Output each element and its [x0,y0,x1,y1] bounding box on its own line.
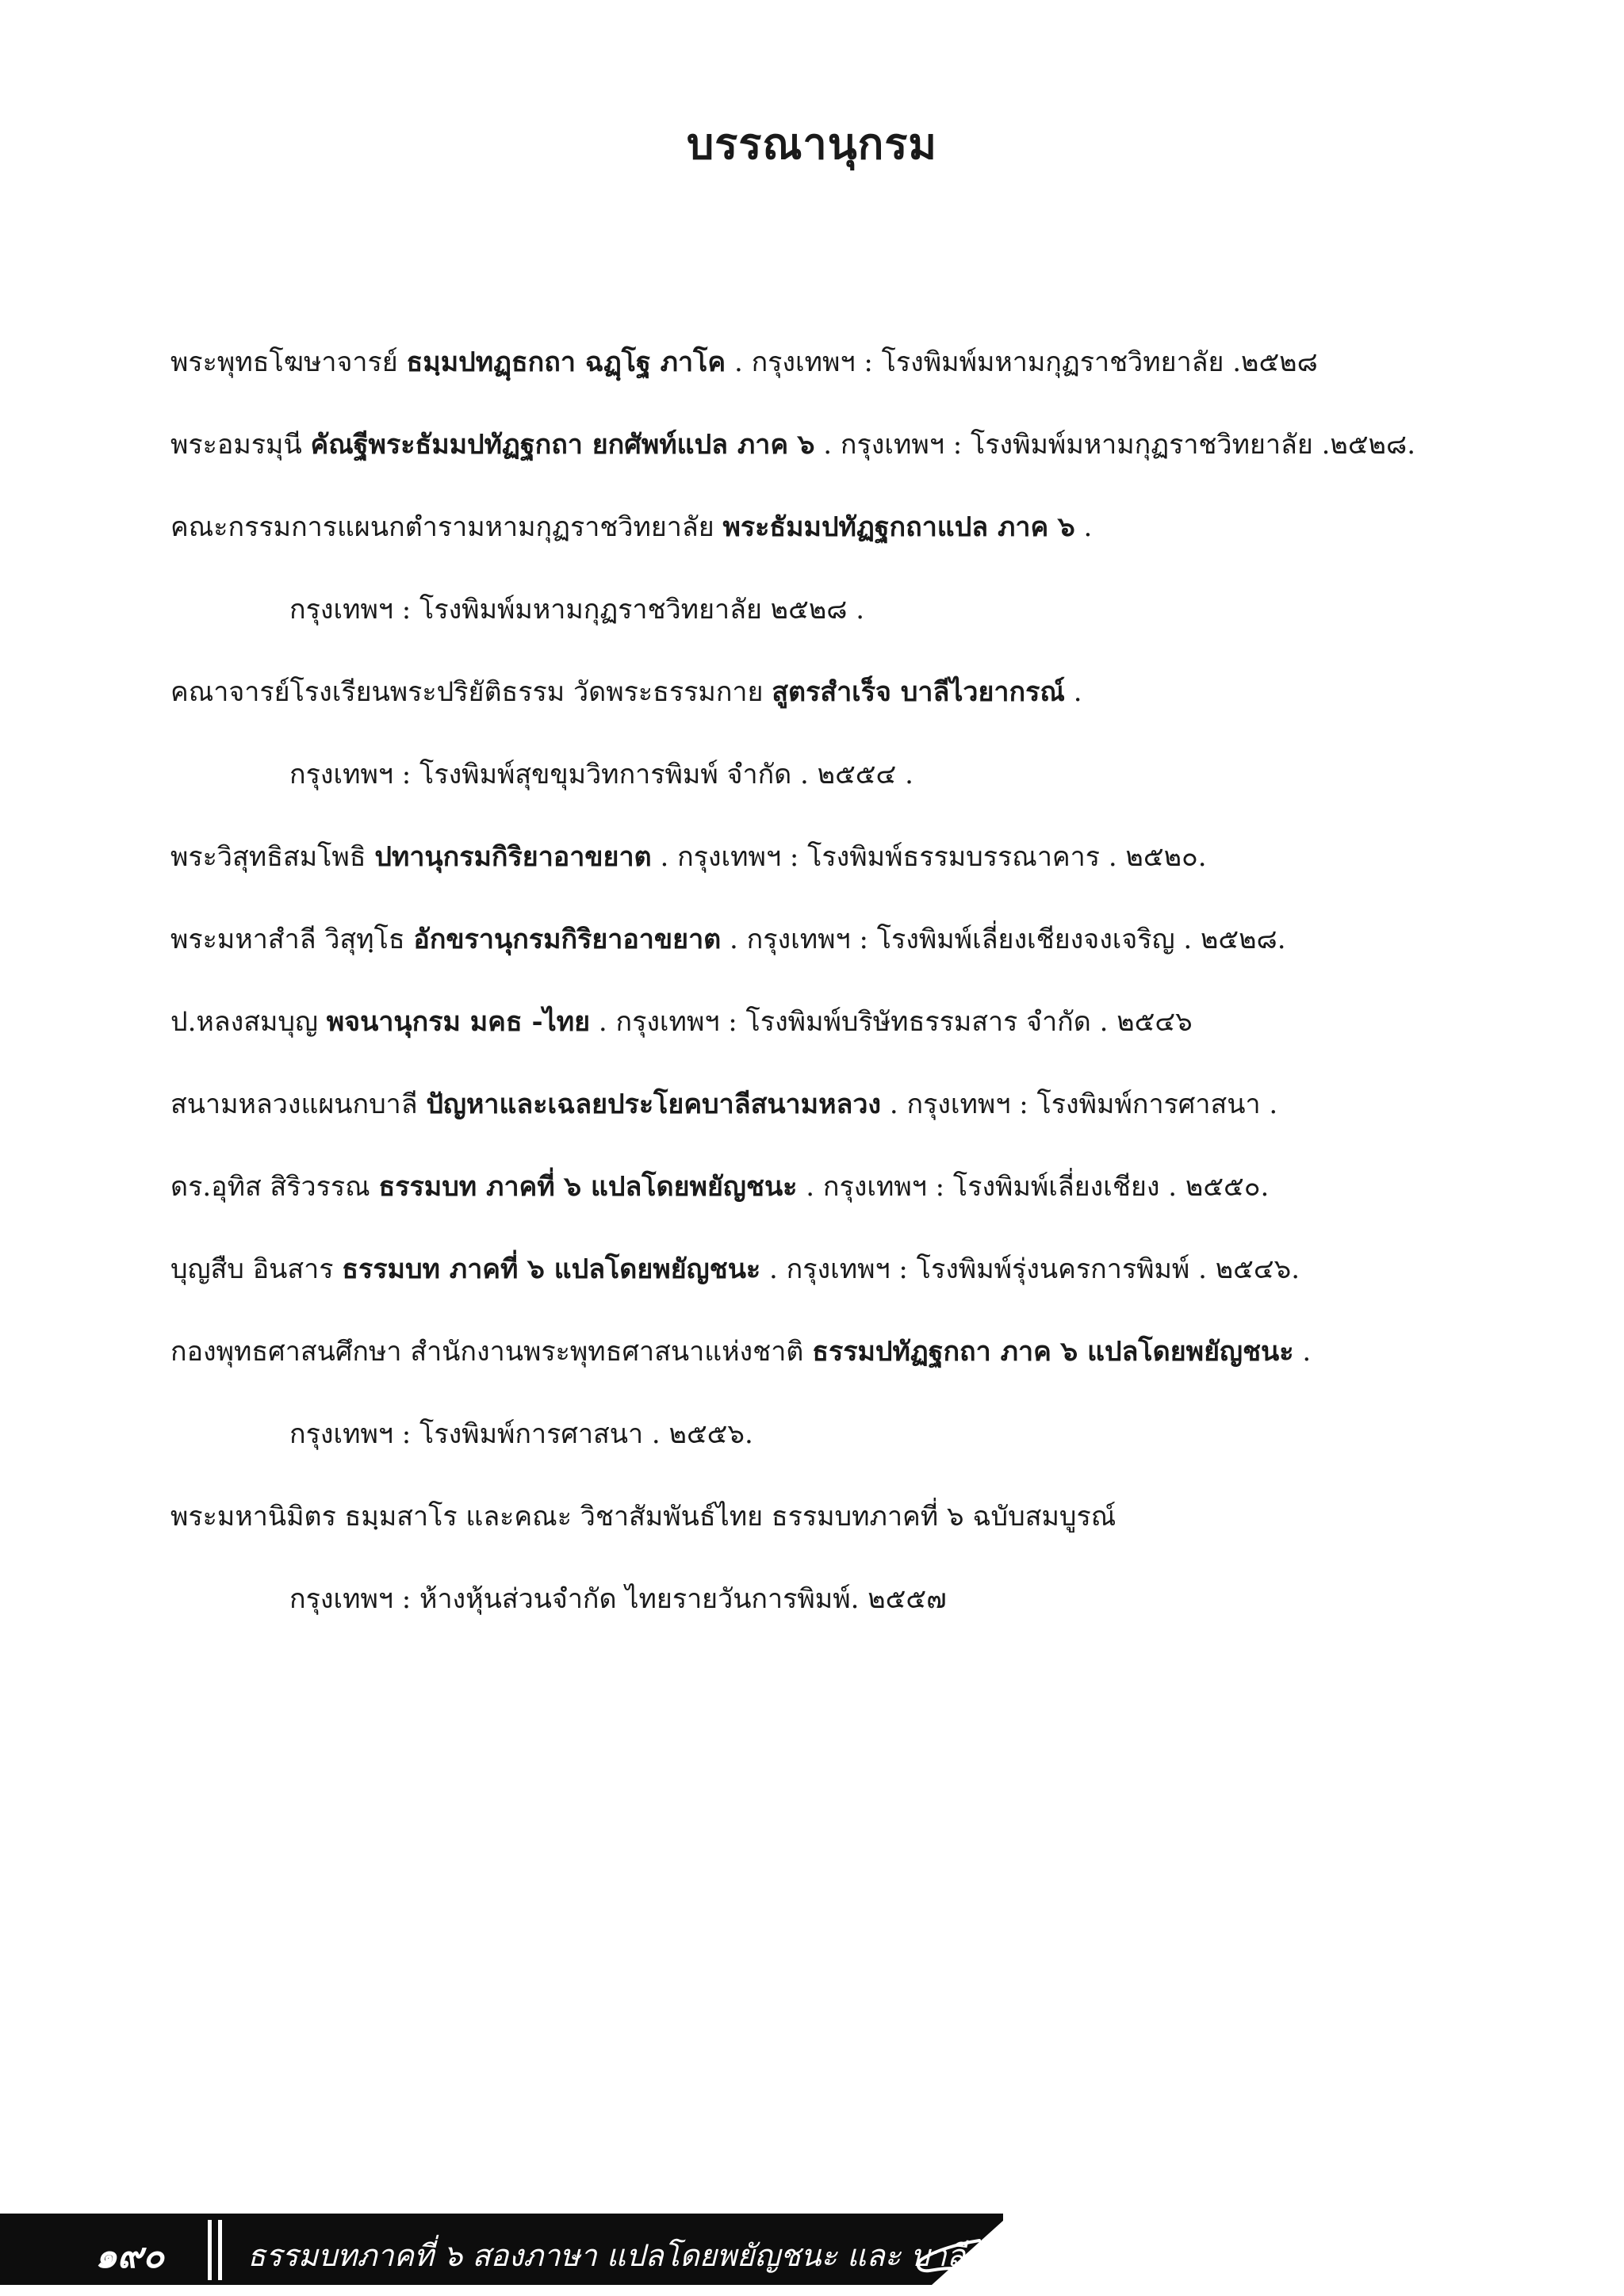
entry-publication: . กรุงเทพฯ : โรงพิมพ์เลี่ยงเชียง . ๒๕๕๐. [797,1171,1270,1203]
entry-publication: . กรุงเทพฯ : โรงพิมพ์มหามกุฏราชวิทยาลัย .๒๕๒๘ [726,346,1318,378]
bibliography-entry [170,1249,1300,1289]
entry-title: พระธัมมปทัฏฐกถาแปล ภาค ๖ [722,511,1075,543]
bibliography-entry [170,920,1286,959]
entry-author: บุญสืบ อินสาร [170,1253,343,1285]
entry-title: พจนานุกรม มคธ -ไทย [326,1006,591,1038]
entry-title: อักขรานุกรมกิริยาอาขยาต [413,924,722,955]
footer-divider [208,2220,212,2280]
footer-divider [218,2220,222,2280]
entry-author: พระมหาสำลี วิสุทฺโธ [170,924,414,955]
entry-title: ธรรมบท ภาคที่ ๖ แปลโดยพยัญชนะ [342,1253,761,1285]
entry-author: พระวิสุทธิสมโพธิ [170,841,375,873]
bibliography-entry-continuation [289,590,864,629]
entry-author: สนามหลวงแผนกบาลี [170,1089,427,1120]
ornament-flourish-icon [912,2236,983,2275]
page-title: บรรณานุกรม [687,118,937,169]
bibliography-entry [170,837,1207,877]
entry-author: คณาจารย์โรงเรียนพระปริยัติธรรม วัดพระธรรมกาย [170,676,772,708]
footer-book-title: ธรรมบทภาคที่ ๖ สองภาษา แปลโดยพยัญชนะ และ บาลี [247,2238,966,2273]
bibliography-entry-continuation [289,1414,753,1454]
entry-title: ธรรมปทัฏฐกถา ภาค ๖ แปลโดยพยัญชนะ [812,1336,1294,1368]
entry-title: ธรรมบท ภาคที่ ๖ แปลโดยพยัญชนะ [378,1171,798,1203]
entry-publication: . กรุงเทพฯ : โรงพิมพ์รุ่งนครการพิมพ์ . ๒๕๔๖. [760,1253,1300,1285]
entry-publication: . [1074,511,1093,543]
entry-publication: . [1064,676,1082,708]
bibliography-entry [170,1002,1193,1042]
bibliography-entry [170,1085,1277,1124]
entry-author: ป.หลงสมบุญ [170,1006,327,1038]
bibliography-entry [170,672,1082,712]
page-number: ๑๙๐ [95,2236,165,2276]
entry-publication: . [1293,1336,1312,1368]
entry-publication: . กรุงเทพฯ : โรงพิมพ์การศาสนา . [881,1089,1278,1120]
entry-publication: . กรุงเทพฯ : โรงพิมพ์เลี่ยงเชียงจงเจริญ . ๒๕๒๘. [721,924,1286,955]
entry-publication: . กรุงเทพฯ : โรงพิมพ์ธรรมบรรณาคาร . ๒๕๒๐. [651,841,1207,873]
entry-author: พระอมรมุนี [170,429,311,461]
entry-author: พระพุทธโฆษาจารย์ [170,346,407,378]
bibliography-entry [170,342,1318,382]
entry-publication: กรุงเทพฯ : โรงพิมพ์สุขขุมวิทการพิมพ์ จำกัด . ๒๕๕๔ . [289,759,914,790]
entry-publication: กรุงเทพฯ : โรงพิมพ์มหามกุฏราชวิทยาลัย ๒๕๒๘ . [289,594,865,626]
entry-title: คัณฐีพระธัมมปทัฏฐกถา ยกศัพท์แปล ภาค ๖ [310,429,815,461]
entry-title: ปทานุกรมกิริยาอาขยาต [374,841,652,873]
entry-author: กองพุทธศาสนศึกษา สำนักงานพระพุทธศาสนาแห่งชาติ [170,1336,813,1368]
bibliography-entry [170,1167,1269,1207]
entry-title: สูตรสำเร็จ บาลีไวยากรณ์ [772,676,1065,708]
entry-publication: . กรุงเทพฯ : โรงพิมพ์มหามกุฏราชวิทยาลัย .๒๕๒๘. [814,429,1415,461]
bibliography-entry [170,507,1092,547]
entry-publication: กรุงเทพฯ : โรงพิมพ์การศาสนา . ๒๕๕๖. [289,1418,753,1450]
entry-author: พระมหานิมิตร ธมฺมสาโร และคณะ วิชาสัมพันธ์ไทย ธรรมบทภาคที่ ๖ ฉบับสมบูรณ์ [170,1501,1116,1533]
entry-author: คณะกรรมการแผนกตำรามหามกุฏราชวิทยาลัย [170,511,723,543]
entry-title: ธมฺมปทฏฺธกถา ฉฏฺโฐ ภาโค [406,346,726,378]
entry-publication: กรุงเทพฯ : ห้างหุ้นส่วนจำกัด ไทยรายวันการพิมพ์. ๒๕๕๗ [289,1583,947,1615]
entry-publication: . กรุงเทพฯ : โรงพิมพ์บริษัทธรรมสาร จำกัด . ๒๕๔๖ [590,1006,1193,1038]
bibliography-entry [170,425,1415,465]
bibliography-entry-continuation [289,755,914,794]
entry-author: ดร.อุทิส สิริวรรณ [170,1171,379,1203]
bibliography-entry-continuation [289,1579,947,1619]
bibliography-entry [170,1332,1311,1372]
entry-title: ปัญหาและเฉลยประโยคบาลีสนามหลวง [426,1089,882,1120]
bibliography-entry [170,1497,1116,1536]
